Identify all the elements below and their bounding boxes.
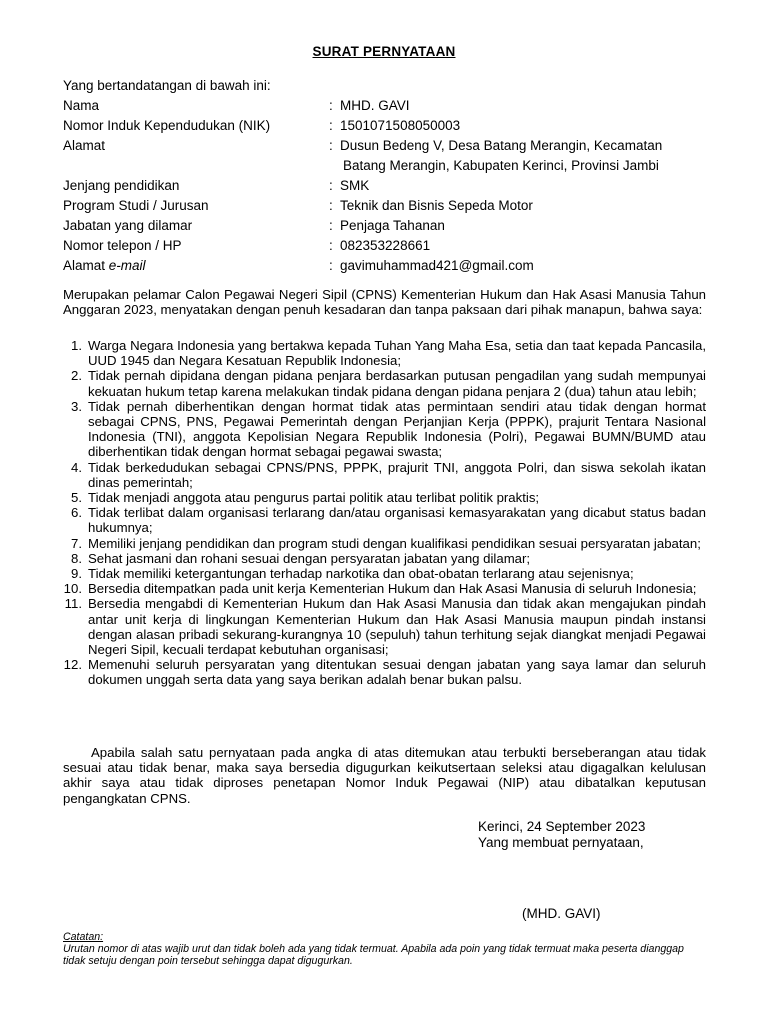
list-item bbox=[63, 368, 706, 398]
list-item bbox=[63, 399, 706, 460]
list-item bbox=[63, 657, 706, 687]
item-text: Memenuhi seluruh persyaratan yang ditentukan sesuai dengan jabatan yang saya lamar dan seluruh dokumen unggah serta data yang saya berikan adalah benar bukan palsu. bbox=[88, 657, 706, 688]
list-item bbox=[63, 596, 706, 657]
item-number: 11. bbox=[64, 596, 82, 612]
item-text: Tidak terlibat dalam organisasi terlarang dan/atau organisasi kemasyarakatan yang dicabut status badan hukumnya; bbox=[88, 505, 706, 536]
field-value: SMK bbox=[340, 178, 370, 193]
list-item bbox=[63, 460, 706, 490]
signature-maker: Yang membuat pernyataan, bbox=[478, 835, 644, 850]
item-number: 6. bbox=[71, 505, 82, 521]
item-text: Tidak berkedudukan sebagai CPNS/PNS, PPPK, prajurit TNI, anggota Polri, dan siswa sekolah ikatan dinas pemerintah; bbox=[88, 459, 706, 490]
field-colon: : bbox=[329, 98, 333, 113]
item-number: 2. bbox=[71, 368, 82, 384]
field-label: Jenjang pendidikan bbox=[63, 178, 180, 193]
note bbox=[63, 931, 706, 967]
note-header: Catatan: bbox=[63, 931, 104, 943]
field-colon: : bbox=[329, 118, 333, 133]
item-number: 12. bbox=[63, 657, 82, 673]
field-value: 082353228661 bbox=[340, 238, 431, 253]
item-text: Bersedia mengabdi di Kementerian Hukum dan Hak Asasi Manusia dan tidak akan mengajukan pindah antar unit kerja di lingkungan Kementerian Hukum dan Hak Asasi Manusia maupun pindah instansi dengan alasan pribadi sekurang-kurangnya 10 (sepuluh) tahun terhitung sejak diangkat menjadi Pegawai Negeri Sipil, kecuali terdapat kebutuhan organisasi; bbox=[88, 596, 706, 658]
item-number: 7. bbox=[71, 535, 82, 551]
field-label: Nama bbox=[63, 98, 100, 113]
document-title: SURAT PERNYATAAN bbox=[312, 44, 456, 59]
list-item bbox=[63, 505, 706, 535]
field-value: Teknik dan Bisnis Sepeda Motor bbox=[340, 198, 533, 213]
list-item bbox=[63, 338, 706, 368]
item-text: Tidak menjadi anggota atau pengurus partai politik atau terlibat politik praktis; bbox=[88, 490, 540, 506]
field-colon: : bbox=[329, 238, 333, 253]
item-text: Memiliki jenjang pendidikan dan program studi dengan kualifikasi pendidikan sesuai persyaratan jabatan; bbox=[88, 535, 701, 551]
item-text: Sehat jasmani dan rohani sesuai dengan persyaratan jabatan yang dilamar; bbox=[88, 550, 531, 566]
list-item bbox=[63, 566, 706, 581]
list-item bbox=[63, 551, 706, 566]
field-label: Nomor telepon / HP bbox=[63, 238, 182, 253]
field-value: gavimuhammad421@gmail.com bbox=[340, 258, 534, 273]
item-number: 1. bbox=[71, 338, 82, 353]
field-label: Jabatan yang dilamar bbox=[63, 218, 193, 233]
item-text: Bersedia ditempatkan pada unit kerja Kementerian Hukum dan Hak Asasi Manusia di seluruh Indonesia; bbox=[88, 581, 697, 597]
field-colon: : bbox=[329, 198, 333, 213]
item-text: Warga Negara Indonesia yang bertakwa kepada Tuhan Yang Maha Esa, setia dan taat kepada Pancasila, UUD 1945 dan Negara Kesatuan Republik Indonesia; bbox=[88, 338, 706, 369]
item-number: 10. bbox=[63, 581, 82, 597]
field-label: Program Studi / Jurusan bbox=[63, 198, 209, 213]
field-label-italic: e-mail bbox=[108, 258, 146, 273]
closing-paragraph: Apabila salah satu pernyataan pada angka di atas ditemukan atau terbukti berseberangan atau tidak sesuai atau tidak benar, maka saya bersedia digugurkan keikutsertaan seleksi atau digagalkan kelulusan akhir saya atau tidak diproses penetapan Nomor Induk Pegawai (NIP) atau dibatalkan keputusan pengangkatan CPNS. bbox=[63, 745, 706, 806]
signature-place-date: Kerinci, 24 September 2023 bbox=[478, 819, 646, 834]
field-label: Alamat bbox=[63, 138, 106, 153]
field-colon: : bbox=[329, 178, 333, 193]
field-value: Dusun Bedeng V, Desa Batang Merangin, Kecamatan bbox=[340, 138, 663, 153]
item-number: 5. bbox=[71, 490, 82, 506]
field-colon: : bbox=[329, 138, 333, 153]
field-value: 1501071508050003 bbox=[340, 118, 461, 133]
item-number: 3. bbox=[71, 398, 82, 414]
field-label bbox=[63, 258, 146, 274]
field-value: MHD. GAVI bbox=[340, 98, 410, 113]
field-colon: : bbox=[329, 258, 333, 273]
declaration-intro: Merupakan pelamar Calon Pegawai Negeri Sipil (CPNS) Kementerian Hukum dan Hak Asasi Manusia Tahun Anggaran 2023, menyatakan dengan penuh kesadaran dan tanpa paksaan dari pihak manapun, bahwa saya: bbox=[63, 287, 706, 318]
list-item bbox=[63, 536, 706, 551]
field-label: Nomor Induk Kependudukan (NIK) bbox=[63, 118, 271, 133]
field-colon: : bbox=[329, 218, 333, 233]
signature-name: (MHD. GAVI) bbox=[522, 906, 601, 921]
list-item bbox=[63, 490, 706, 505]
item-number: 9. bbox=[71, 566, 82, 582]
item-text: Tidak pernah diberhentikan dengan hormat tidak atas permintaan sendiri atau tidak dengan hormat sebagai CPNS, PNS, Pegawai Pemerintah dengan Perjanjian Kerja (PPPK), prajurit Tentara Nasional Indonesia (TNI), anggota Kepolisian Negara Republik Indonesia (Polri), Pegawai BUMN/BUMD atau diberhentikan tidak dengan hormat sebagai pegawai swasta; bbox=[88, 398, 706, 460]
field-label-prefix: Alamat bbox=[63, 258, 109, 273]
item-number: 4. bbox=[71, 459, 82, 475]
field-value-line2: Batang Merangin, Kabupaten Kerinci, Provinsi Jambi bbox=[343, 158, 659, 173]
list-item bbox=[63, 581, 706, 596]
statement-list bbox=[63, 338, 706, 688]
intro-text: Yang bertandatangan di bawah ini: bbox=[63, 78, 271, 93]
note-text: Urutan nomor di atas wajib urut dan tidak boleh ada yang tidak termuat. Apabila ada poin yang tidak termuat maka peserta dianggap tidak setuju dengan poin tersebut sehingga dapat digugurkan. bbox=[63, 943, 684, 967]
item-text: Tidak pernah dipidana dengan pidana penjara berdasarkan putusan pengadilan yang sudah mempunyai kekuatan hukum tetap karena melakukan tindak pidana dengan pidana penjara 2 (dua) tahun atau lebih; bbox=[88, 368, 706, 399]
field-value: Penjaga Tahanan bbox=[340, 218, 445, 233]
item-number: 8. bbox=[71, 550, 82, 566]
item-text: Tidak memiliki ketergantungan terhadap narkotika dan obat-obatan terlarang atau sejenisnya; bbox=[88, 566, 634, 582]
